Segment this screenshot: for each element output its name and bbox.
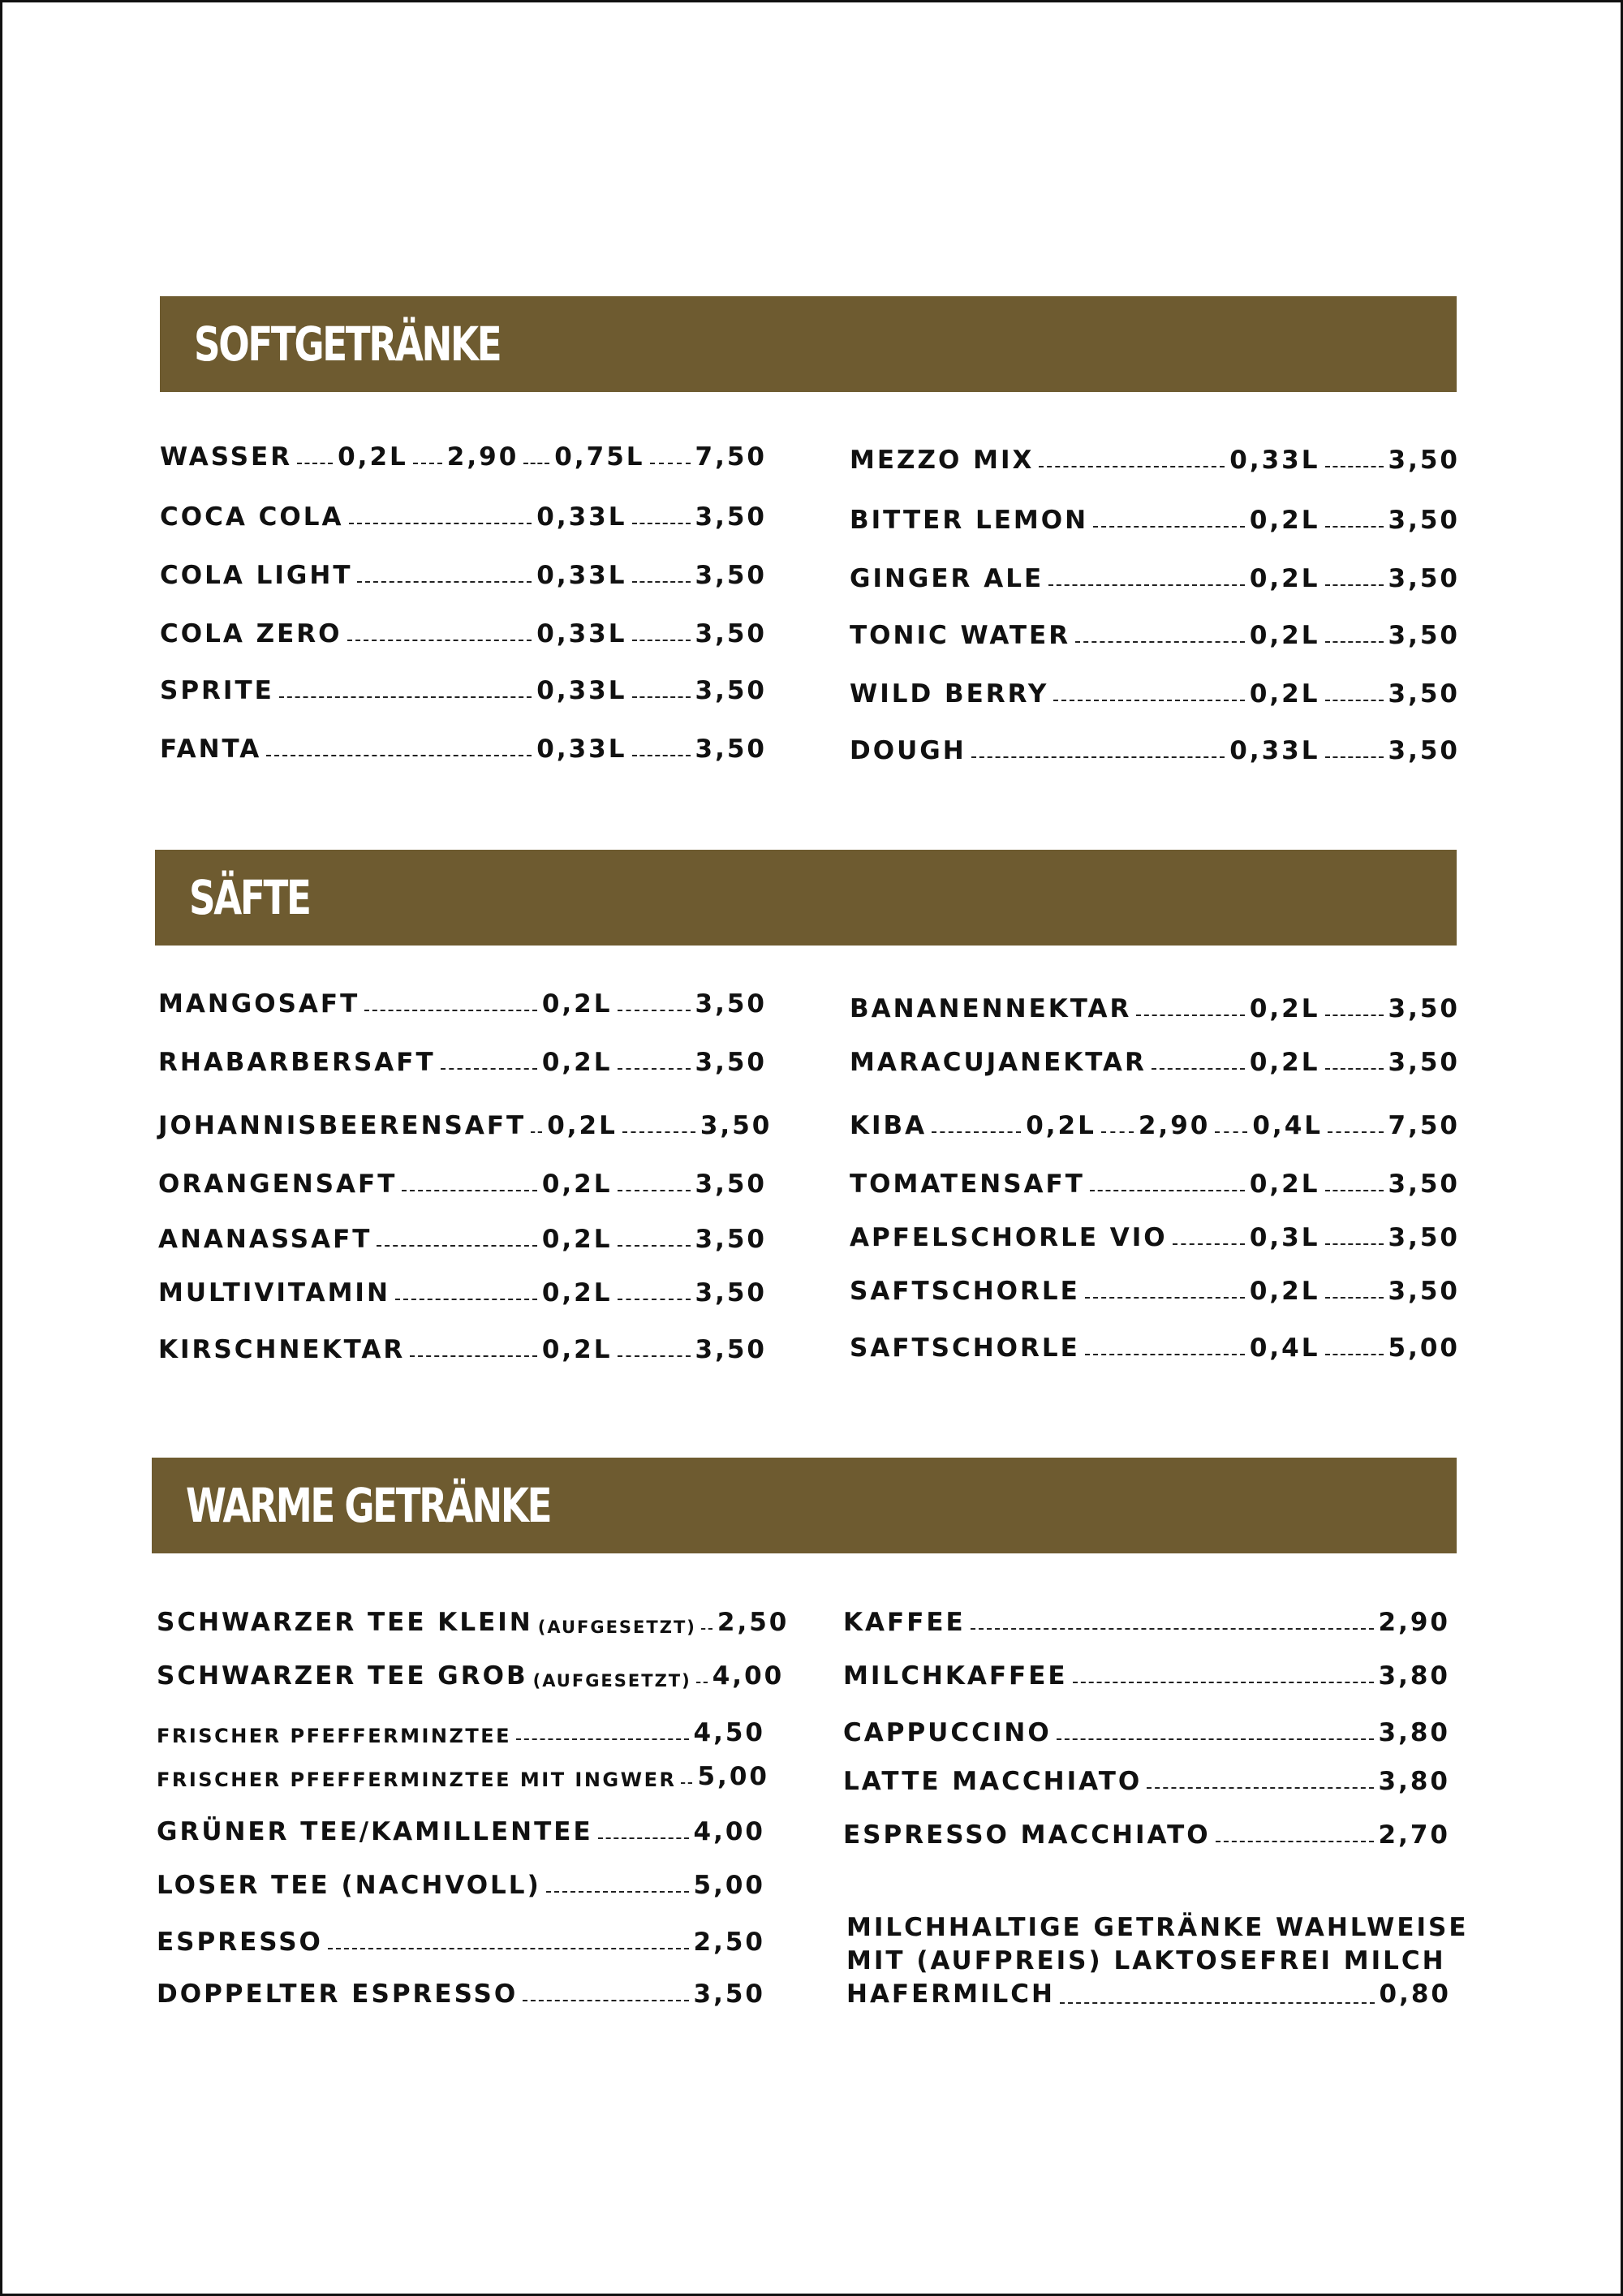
dotted-leader [1325, 1243, 1384, 1245]
dotted-leader [618, 1299, 691, 1300]
item-price: 3,50 [1388, 564, 1460, 593]
dotted-leader [357, 581, 532, 583]
item-price: 3,50 [695, 502, 767, 532]
item-price: 5,00 [697, 1762, 769, 1791]
menu-item-rhabarbersaft [158, 1041, 767, 1077]
dotted-leader [696, 1682, 708, 1683]
item-price: 3,50 [1388, 1170, 1460, 1199]
item-price: 3,50 [695, 734, 767, 764]
menu-item-cola-zero [160, 613, 767, 648]
item-name: DOPPELTER ESPRESSO [157, 1979, 519, 2009]
item-size: 0,2L [547, 1111, 618, 1140]
item-price: 0,80 [1379, 1979, 1451, 2009]
item-price: 3,50 [695, 676, 767, 705]
dotted-leader [1152, 1068, 1245, 1070]
item-size: 0,2L [1249, 1048, 1320, 1077]
dotted-leader [1053, 700, 1245, 701]
menu-item-espresso [157, 1921, 765, 1957]
item-size: 0,2L [541, 1170, 613, 1199]
dotted-leader [546, 1891, 689, 1893]
dotted-leader [266, 755, 532, 756]
dotted-leader [523, 2000, 688, 2001]
item-name: ESPRESSO MACCHIATO [843, 1820, 1211, 1850]
menu-item-tonic-water [850, 614, 1460, 650]
dotted-leader [1328, 1131, 1383, 1133]
dotted-leader [1325, 1297, 1384, 1299]
item-name: TONIC WATER [850, 621, 1071, 650]
item-size: 0,2L [1249, 506, 1320, 535]
section-header-softgetraenke [160, 296, 1457, 392]
item-price: 4,00 [693, 1817, 765, 1846]
item-price: 3,80 [1378, 1661, 1450, 1691]
dotted-leader [1048, 584, 1245, 586]
dotted-leader [441, 1068, 537, 1070]
item-price: 3,50 [1388, 1048, 1460, 1077]
dotted-leader [364, 1010, 537, 1011]
item-name: ANANASSAFT [158, 1225, 372, 1254]
item-name: SCHWARZER TEE KLEIN [157, 1608, 533, 1637]
item-price: 2,90 [1138, 1111, 1211, 1140]
item-name: COCA COLA [160, 502, 344, 532]
item-price: 3,50 [700, 1111, 773, 1140]
dotted-leader [622, 1131, 695, 1133]
item-name: HAFERMILCH [846, 1979, 1055, 2009]
menu-item-ginger-ale [850, 558, 1460, 593]
item-size: 0,2L [338, 442, 408, 472]
note-line: MIT (AUFPREIS) LAKTOSEFREI MILCH [846, 1946, 1446, 1975]
item-size: 0,2L [541, 1278, 613, 1307]
dotted-leader [1093, 526, 1245, 528]
dotted-leader [632, 696, 691, 698]
menu-item-bitter-lemon [850, 499, 1460, 535]
item-price: 3,50 [1388, 736, 1460, 765]
dotted-leader [618, 1355, 691, 1357]
item-price: 3,50 [695, 1048, 767, 1077]
item-name: SPRITE [160, 676, 274, 705]
menu-item-latte-macchiato [843, 1760, 1450, 1796]
dotted-leader [618, 1245, 691, 1247]
item-size: 0,2L [1249, 1277, 1320, 1306]
menu-item-pfefferminztee-ingwer [157, 1755, 769, 1791]
item-size: 0,2L [1249, 1170, 1320, 1199]
dotted-leader [932, 1131, 1021, 1133]
item-size: 0,3L [1249, 1223, 1320, 1252]
menu-item-mangosaft [158, 983, 767, 1019]
item-price-large: 7,50 [1388, 1111, 1460, 1140]
menu-item-kirschnektar [158, 1329, 767, 1364]
dotted-leader [1090, 1190, 1245, 1191]
item-name: JOHANNISBEERENSAFT [158, 1111, 527, 1140]
dotted-leader [1173, 1243, 1245, 1245]
item-price: 5,00 [693, 1871, 765, 1900]
item-price: 4,50 [693, 1718, 765, 1747]
item-price: 3,50 [1388, 679, 1460, 709]
dotted-leader [410, 1355, 537, 1357]
item-price: 3,50 [695, 989, 767, 1019]
item-size-large: 0,4L [1252, 1111, 1324, 1140]
dotted-leader [1147, 1787, 1373, 1789]
dotted-leader [1215, 1131, 1247, 1133]
menu-item-wild-berry [850, 673, 1460, 709]
item-size: 0,2L [1249, 564, 1320, 593]
dotted-leader [1325, 1014, 1384, 1016]
item-price: 3,50 [695, 1335, 767, 1364]
section-header-warme-getraenke [152, 1458, 1457, 1553]
dotted-leader [377, 1245, 536, 1247]
dotted-leader [531, 1131, 542, 1133]
dotted-leader [279, 696, 532, 698]
dotted-leader [1101, 1131, 1134, 1133]
menu-item-orangensaft [158, 1163, 767, 1199]
dotted-leader [1325, 756, 1384, 758]
item-name: GINGER ALE [850, 564, 1044, 593]
item-size: 0,4L [1249, 1333, 1320, 1363]
menu-item-tomatensaft [850, 1163, 1460, 1199]
dotted-leader [1073, 1682, 1374, 1683]
item-size: 0,33L [536, 676, 627, 705]
menu-item-schwarzer-tee-klein [157, 1601, 790, 1637]
dotted-leader [1325, 526, 1384, 528]
menu-item-apfelschorle-vio [850, 1217, 1460, 1252]
dotted-leader [328, 1948, 689, 1949]
menu-item-bananennektar [850, 988, 1460, 1023]
dotted-leader [1136, 1014, 1244, 1016]
item-name: KIRSCHNEKTAR [158, 1335, 406, 1364]
item-name: SCHWARZER TEE GROB [157, 1661, 528, 1691]
item-name: FRISCHER PFEFFERMINZTEE [157, 1725, 512, 1747]
item-name: MANGOSAFT [158, 989, 360, 1019]
item-size: 0,2L [1026, 1111, 1096, 1140]
item-size: 0,2L [1249, 679, 1320, 709]
dotted-leader [632, 640, 691, 641]
item-name: FANTA [160, 734, 262, 764]
item-price: 2,50 [717, 1608, 790, 1637]
item-name: KAFFEE [843, 1608, 966, 1637]
dotted-leader [297, 463, 333, 464]
menu-item-schwarzer-tee-grob [157, 1655, 785, 1691]
item-price: 2,70 [1378, 1820, 1450, 1850]
menu-item-frischer-pfefferminztee [157, 1712, 765, 1747]
item-size: 0,33L [536, 561, 627, 590]
section-title: SÄFTE [189, 870, 310, 925]
dotted-leader [618, 1010, 691, 1011]
item-size: 0,2L [1249, 994, 1320, 1023]
item-price-large: 7,50 [695, 442, 767, 472]
dotted-leader [402, 1190, 536, 1191]
item-price: 3,50 [695, 1225, 767, 1254]
item-price: 3,50 [695, 1170, 767, 1199]
menu-item-sprite [160, 670, 767, 705]
section-title: SOFTGETRÄNKE [194, 317, 501, 372]
menu-item-multivitamin [158, 1272, 767, 1307]
item-name: RHABARBERSAFT [158, 1048, 436, 1077]
dotted-leader [1057, 1738, 1374, 1740]
item-price: 2,50 [693, 1928, 765, 1957]
item-size: 0,33L [536, 619, 627, 648]
item-note: (AUFGESETZT) [532, 1671, 691, 1691]
item-name: APFELSCHORLE VIO [850, 1223, 1168, 1252]
item-name: MILCHKAFFEE [843, 1661, 1068, 1691]
item-size: 0,33L [1229, 446, 1320, 475]
milk-alternatives-note [846, 1911, 1469, 2011]
item-name: BANANENNEKTAR [850, 994, 1132, 1023]
menu-item-saftschorle-large [850, 1327, 1460, 1363]
menu-item-espresso-macchiato [843, 1814, 1450, 1850]
dotted-leader [395, 1299, 537, 1300]
item-name: WASSER [160, 442, 293, 472]
item-price: 3,50 [1388, 446, 1460, 475]
menu-item-doppelter-espresso [157, 1973, 765, 2009]
item-name: MULTIVITAMIN [158, 1278, 390, 1307]
menu-item-johannisbeerensaft [158, 1105, 773, 1140]
dotted-leader [618, 1190, 691, 1191]
item-price: 5,00 [1388, 1333, 1460, 1363]
dotted-leader [650, 463, 691, 464]
menu-item-ananassaft [158, 1218, 767, 1254]
item-name: ESPRESSO [157, 1928, 323, 1957]
dotted-leader [632, 755, 691, 756]
dotted-leader [1039, 466, 1225, 467]
item-name: LOSER TEE (NACHVOLL) [157, 1871, 541, 1900]
item-size: 0,2L [541, 989, 613, 1019]
item-name: KIBA [850, 1111, 928, 1140]
item-price: 3,50 [695, 1278, 767, 1307]
item-price: 3,80 [1378, 1767, 1450, 1796]
item-price: 3,80 [1378, 1718, 1450, 1747]
item-size: 0,33L [536, 734, 627, 764]
dotted-leader [1325, 700, 1384, 701]
menu-item-kaffee [843, 1601, 1450, 1637]
dotted-leader [1075, 641, 1245, 643]
item-name: TOMATENSAFT [850, 1170, 1085, 1199]
dotted-leader [632, 581, 691, 583]
menu-item-hafermilch [846, 1978, 1451, 2011]
dotted-leader [681, 1782, 692, 1784]
dotted-leader [1085, 1297, 1245, 1299]
item-name: CAPPUCCINO [843, 1718, 1052, 1747]
item-note: (AUFGESETZT) [537, 1618, 696, 1637]
dotted-leader [1325, 1190, 1384, 1191]
menu-item-gruener-tee [157, 1811, 765, 1846]
menu-item-mezzo-mix [850, 439, 1460, 475]
item-size-large: 0,75L [554, 442, 645, 472]
item-name: COLA LIGHT [160, 561, 353, 590]
dotted-leader [1325, 584, 1384, 586]
item-size: 0,2L [1249, 621, 1320, 650]
item-name: LATTE MACCHIATO [843, 1767, 1143, 1796]
dotted-leader [618, 1068, 691, 1070]
dotted-leader [1325, 1068, 1384, 1070]
menu-item-cola-light [160, 554, 767, 590]
dotted-leader [347, 640, 532, 641]
item-name: SAFTSCHORLE [850, 1277, 1080, 1306]
menu-item-loser-tee [157, 1864, 765, 1900]
menu-item-kiba [850, 1105, 1460, 1140]
item-price: 3,50 [1388, 994, 1460, 1023]
menu-item-cappuccino [843, 1712, 1450, 1747]
dotted-leader [632, 523, 691, 524]
dotted-leader [523, 463, 549, 464]
item-name: SAFTSCHORLE [850, 1333, 1080, 1363]
item-name: MARACUJANEKTAR [850, 1048, 1147, 1077]
dotted-leader [598, 1837, 689, 1839]
item-price: 3,50 [1388, 1223, 1460, 1252]
item-price: 4,00 [712, 1661, 785, 1691]
menu-item-wasser [160, 436, 767, 472]
item-size: 0,2L [541, 1225, 613, 1254]
item-size: 0,33L [536, 502, 627, 532]
menu-item-dough [850, 730, 1460, 765]
item-size: 0,2L [541, 1048, 613, 1077]
menu-item-saftschorle-small [850, 1270, 1460, 1306]
item-price: 3,50 [1388, 506, 1460, 535]
item-name: GRÜNER TEE/KAMILLENTEE [157, 1817, 593, 1846]
dotted-leader [349, 523, 532, 524]
menu-item-maracujanektar [850, 1041, 1460, 1077]
dotted-leader [413, 463, 442, 464]
item-name: MEZZO MIX [850, 446, 1035, 475]
section-header-saefte [155, 850, 1457, 946]
item-price: 2,90 [446, 442, 519, 472]
dotted-leader [1216, 1841, 1374, 1842]
item-name: FRISCHER PFEFFERMINZTEE MIT INGWER [157, 1768, 677, 1791]
dotted-leader [516, 1738, 688, 1740]
dotted-leader [971, 756, 1225, 758]
item-size: 0,2L [541, 1335, 613, 1364]
item-size: 0,33L [1229, 736, 1320, 765]
dotted-leader [1085, 1354, 1245, 1355]
item-price: 3,50 [695, 619, 767, 648]
menu-item-milchkaffee [843, 1655, 1450, 1691]
item-name: ORANGENSAFT [158, 1170, 398, 1199]
menu-item-coca-cola [160, 496, 767, 532]
item-name: BITTER LEMON [850, 506, 1089, 535]
item-price: 3,50 [1388, 621, 1460, 650]
dotted-leader [1060, 2002, 1375, 2004]
item-price: 3,50 [695, 561, 767, 590]
item-price: 3,50 [1388, 1277, 1460, 1306]
item-price: 3,50 [693, 1979, 765, 2009]
note-line: MILCHHALTIGE GETRÄNKE WAHLWEISE [846, 1913, 1469, 1942]
item-name: DOUGH [850, 736, 966, 765]
dotted-leader [1325, 466, 1384, 467]
item-name: WILD BERRY [850, 679, 1049, 709]
dotted-leader [1325, 1354, 1384, 1355]
item-name: COLA ZERO [160, 619, 342, 648]
item-price: 2,90 [1378, 1608, 1450, 1637]
section-title: WARME GETRÄNKE [186, 1478, 551, 1533]
dotted-leader [1325, 641, 1384, 643]
dotted-leader [701, 1628, 712, 1630]
menu-item-fanta [160, 728, 767, 764]
dotted-leader [971, 1628, 1374, 1630]
